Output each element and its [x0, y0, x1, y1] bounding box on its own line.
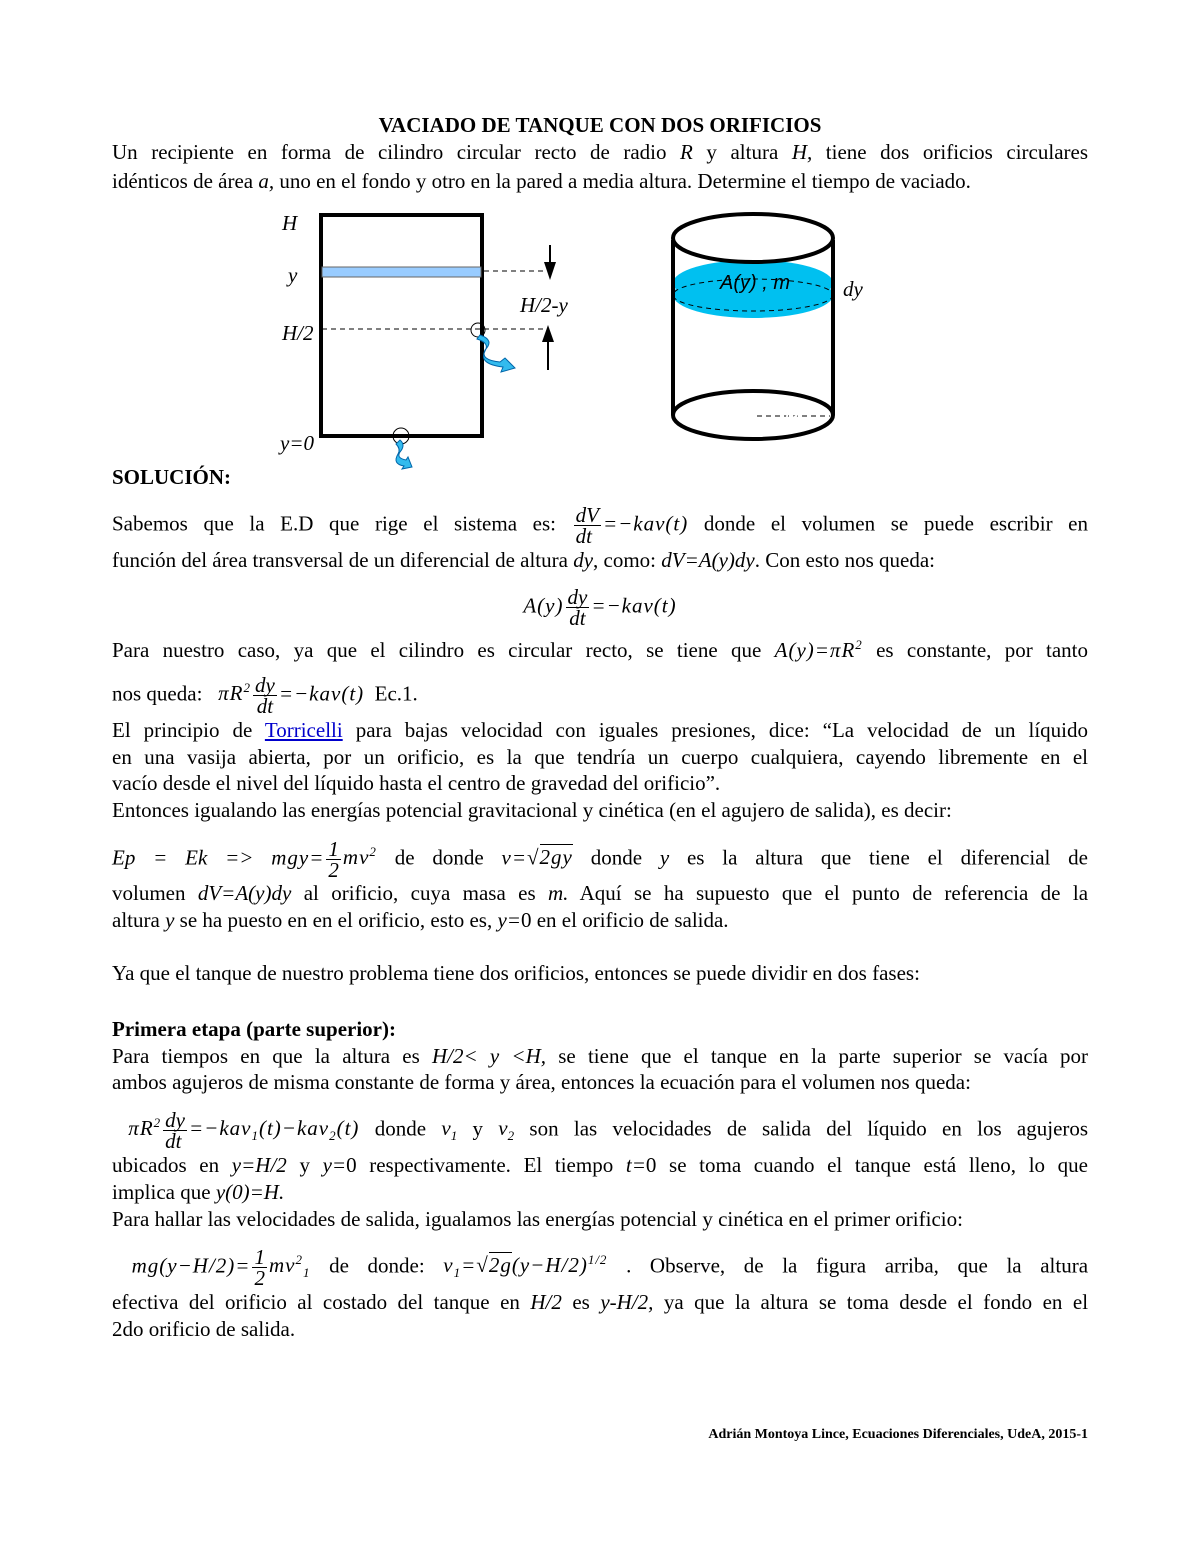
p3: Para nuestro caso, ya que el cilindro es circular recto, se tiene que $A(y)=\pi R^2$ es constante, por tanto	[112, 637, 1088, 662]
label-H2-y: H/2-y	[520, 293, 568, 317]
p9-line-1: Para tiempos en que la altura es H/2< y <H, se tiene que el tanque en la parte superior se vacía por	[112, 1044, 1089, 1068]
etapa-heading: Primera etapa (parte superior):	[112, 1017, 396, 1041]
p4: nos queda: $\pi R^2$ $\frac{dy}{dt}$ =−kav(t) Ec.1.	[112, 673, 418, 718]
p11-line-1: ubicados en y=H/2 y y=0 respectivamente. El tiempo t=0 se toma cuando el tanque está lleno, lo que	[112, 1153, 1089, 1177]
tank-diagram	[270, 200, 870, 475]
doc-title: VACIADO DE TANQUE CON DOS ORIFICIOS	[378, 113, 822, 137]
p10: $\pi R^2$ $\frac{dy}{dt}$ =−kav$_1$(t)−kav$_2$(t) donde $v_1$ y $v_2$ son las velocidades de salida del líquido en los agujeros	[128, 1108, 1089, 1153]
label-y: y	[288, 263, 298, 287]
p9-line-2: ambos agujeros de misma constante de forma y área, entonces la ecuación para el volumen nos queda:	[112, 1070, 971, 1094]
label-H2: H/2	[282, 321, 314, 345]
label-H: H	[282, 211, 298, 235]
solucion-heading: SOLUCIÓN:	[112, 465, 232, 489]
label-R: R	[784, 407, 799, 429]
p5-line-2: en una vasija abierta, por un orificio, es la que tendría un cuerpo cualquiera, cayendo libremente en el	[112, 745, 1088, 769]
p1: Sabemos que la E.D que rige el sistema es: $\frac{dV}{dt}$ =−kav(t) donde el volumen se puede escribir en	[112, 503, 1089, 548]
p7-line-1: volumen dV=A(y)dy al orificio, cuya masa es m. Aquí se ha supuesto que el punto de referencia de la	[112, 881, 1089, 905]
footer: Adrián Montoya Lince, Ecuaciones Diferenciales, UdeA, 2015-1	[708, 1427, 1088, 1442]
p12: Para hallar las velocidades de salida, igualamos las energías potencial y cinética en el primer orificio:	[112, 1207, 963, 1231]
p14-line-2: 2do orificio de salida.	[112, 1317, 296, 1341]
label-dy: dy	[843, 277, 863, 301]
label-y0: y=0	[280, 431, 314, 455]
p6: Ep = Ek => mgy= $\frac{1}{2}$ $mv^2$ de donde v=√2gy donde y es la altura que tiene el diferencial de	[112, 837, 1088, 882]
p14-line-1: efectiva del orificio al costado del tanque en H/2 es y-H/2, ya que la altura se toma desde el fondo en el	[112, 1290, 1089, 1314]
p8: Ya que el tanque de nuestro problema tiene dos orificios, entonces se puede dividir en dos fases:	[112, 961, 920, 985]
p5-line-1: El principio de Torricelli para bajas velocidad con iguales presiones, dice: “La velocidad de un líquido	[112, 718, 1088, 742]
intro-line-1: Un recipiente en forma de cilindro circular recto de radio R y altura H, tiene dos orificios circulares	[112, 140, 1089, 164]
label-Aym: A(y) , m	[720, 272, 790, 294]
p5-line-3: vacío desde el nivel del líquido hasta el centro de gravedad del orificio”.	[112, 771, 721, 795]
fluid-band	[322, 267, 481, 277]
p5-line-4: Entonces igualando las energías potencial gravitacional y cinética (en el agujero de salida), es decir:	[112, 798, 952, 822]
intro-line-2: idénticos de área a, uno en el fondo y otro en la pared a media altura. Determine el tiempo de vaciado.	[112, 169, 971, 193]
p13: mg(y−H/2)= $\frac{1}{2}$ $mv^2_1$ de donde: $v_1=√2g(y-H/2)^{1/2}$ . Observe, de la figura arriba, que la altura	[131, 1245, 1089, 1290]
p11-line-2: implica que y(0)=H.	[112, 1180, 285, 1204]
eq2: A(y) $\frac{dy}{dt}$ =−kav(t)	[523, 585, 677, 630]
torricelli-link[interactable]: Torricelli	[264, 718, 343, 742]
p7-line-2: altura y se ha puesto en en el orificio, esto es, y=0 en el orificio de salida.	[112, 908, 729, 932]
p2: función del área transversal de un diferencial de altura dy, como: dV=A(y)dy. Con esto nos queda:	[112, 548, 935, 572]
